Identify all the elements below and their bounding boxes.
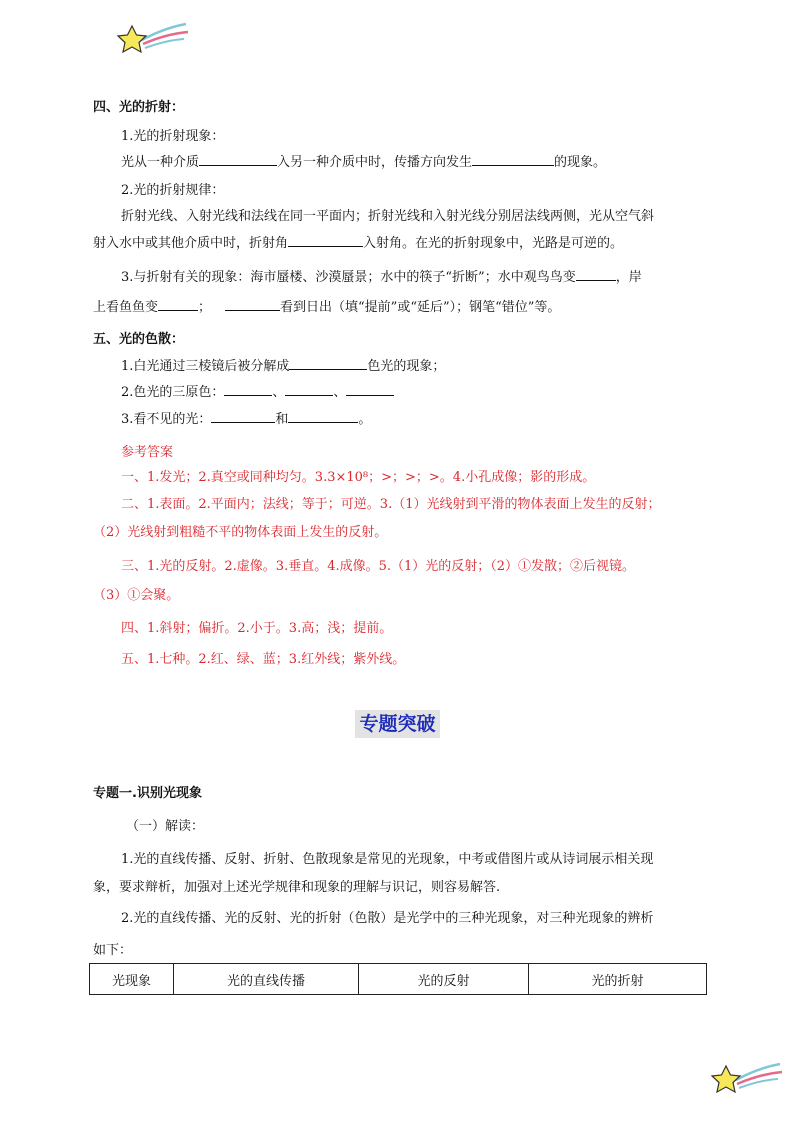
shooting-star-icon — [112, 18, 190, 60]
text: 3.看不见的光： — [121, 412, 212, 427]
text: 光从一种介质 — [121, 155, 200, 170]
paragraph-line: 折射光线、入射光线和法线在同一平面内；折射光线和入射光线分别居法线两侧，光从空气斜 — [121, 209, 655, 224]
section-title: 专题突破 — [355, 710, 440, 738]
item-title: 1.光的折射现象： — [121, 129, 225, 144]
sub-heading: （一）解读： — [126, 819, 205, 834]
answer-line: 五、1.七种。2.红、绿、蓝；3.红外线；紫外线。 — [121, 652, 406, 667]
text: 3.与折射有关的现象：海市蜃楼、沙漠蜃景；水中的筷子“折断”；水中观鸟鸟变 — [121, 270, 576, 285]
answer-line: 一、1.发光；2.真空或同种均匀。3.3×10⁸；>；>；>。4.小孔成像；影的形成。 — [121, 470, 596, 485]
paragraph-line: 1.光的直线传播、反射、折射、色散现象是常见的光现象，中考或借图片或从诗词展示相关现 — [121, 852, 654, 867]
text: 的现象。 — [554, 155, 607, 170]
section-heading: 五、光的色散： — [93, 332, 185, 347]
text: 和 — [275, 412, 289, 427]
answer-blank — [346, 382, 394, 396]
answer-line: 四、1.斜射；偏折。2.小于。3.高；浅；提前。 — [121, 621, 393, 636]
paragraph-line: 象，要求辩析，加强对上述光学规律和现象的理解与识记，则容易解答. — [93, 880, 501, 895]
fill-blank-line — [93, 296, 560, 315]
answer-line: （3）①会聚。 — [93, 588, 180, 603]
fill-blank-line — [121, 266, 642, 285]
table-header-cell: 光的直线传播 — [174, 964, 359, 995]
answer-blank — [211, 409, 275, 423]
answer-line: 三、1.光的反射。2.虚像。3.垂直。4.成像。5.（1）光的反射；（2）①发散；②后视镜。 — [121, 559, 636, 574]
text: 上看鱼鱼变 — [93, 300, 159, 315]
text: 入射角。在光的折射现象中，光路是可逆的。 — [363, 236, 624, 251]
answer-blank — [472, 152, 554, 166]
table-header-cell: 光的折射 — [529, 964, 707, 995]
answers-title: 参考答案 — [121, 445, 174, 460]
fill-blank-line — [121, 151, 606, 170]
text: 入另一种介质中时，传播方向发生 — [277, 155, 473, 170]
answer-blank — [225, 297, 280, 311]
table-header-cell: 光现象 — [90, 964, 174, 995]
answer-blank — [285, 382, 333, 396]
fill-blank-line — [121, 408, 371, 427]
text: 、 — [272, 385, 286, 400]
paragraph-line: 如下： — [93, 943, 133, 958]
answer-blank — [289, 356, 367, 370]
text: 。 — [358, 412, 372, 427]
answer-blank — [199, 152, 277, 166]
paragraph-line: 2.光的直线传播、光的反射、光的折射（色散）是光学中的三种光现象，对三种光现象的辨析 — [121, 911, 654, 926]
comparison-table — [89, 963, 707, 995]
table-header-cell: 光的反射 — [359, 964, 529, 995]
fill-blank-line — [121, 355, 445, 374]
table-header-row — [90, 964, 707, 995]
answer-blank — [576, 267, 616, 281]
item-title: 2.光的折射规律： — [121, 183, 225, 198]
topic-heading: 专题一.识别光现象 — [93, 786, 202, 801]
fill-blank-line — [93, 232, 623, 251]
section-heading: 四、光的折射： — [93, 100, 185, 115]
text: 1.白光通过三棱镜后被分解成 — [121, 359, 290, 374]
answer-line: （2）光线射到粗糙不平的物体表面上发生的反射。 — [93, 525, 388, 540]
text: 色光的现象； — [367, 359, 446, 374]
text: 2.色光的三原色： — [121, 385, 225, 400]
text: ； — [198, 300, 212, 315]
answer-blank — [288, 233, 363, 247]
answer-blank — [158, 297, 198, 311]
shooting-star-icon — [706, 1058, 784, 1100]
answer-blank — [224, 382, 272, 396]
text: ，岸 — [615, 270, 642, 285]
fill-blank-line — [121, 381, 394, 400]
answer-line: 二、1.表面。2.平面内；法线；等于；可逆。3.（1）光线射到平滑的物体表面上发生的反射； — [121, 497, 661, 512]
text: 看到日出（填“提前”或“延后”）；钢笔“错位”等。 — [280, 300, 561, 315]
text: 射入水中或其他介质中时，折射角 — [93, 236, 289, 251]
answer-blank — [288, 409, 358, 423]
text: 、 — [333, 385, 347, 400]
